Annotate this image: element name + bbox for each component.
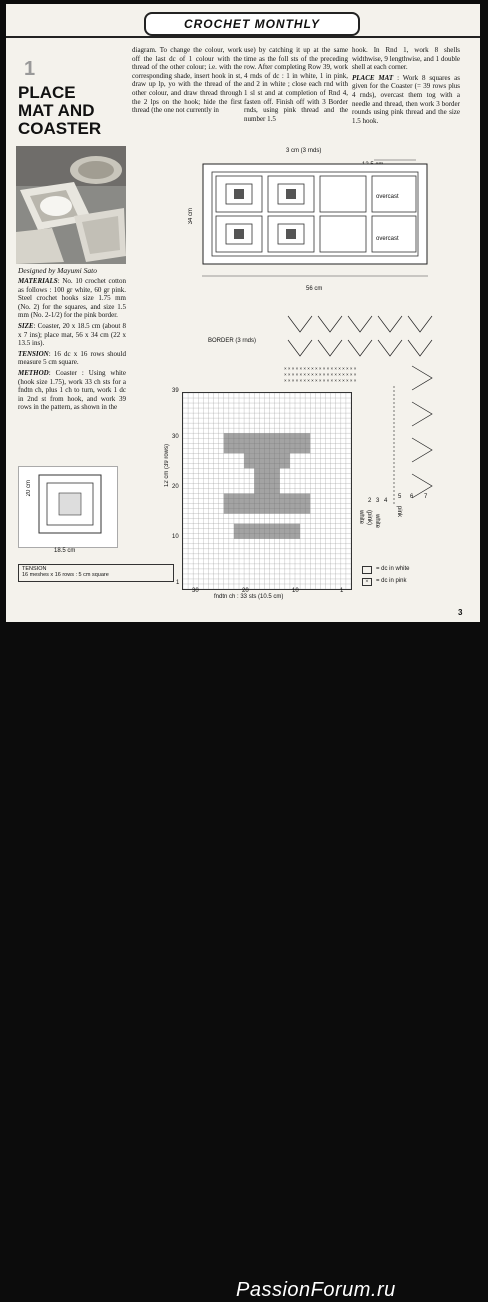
chart-motif-block (234, 524, 300, 539)
product-photo (16, 146, 126, 264)
svg-text:× × × × × × × × × × × × × × ×: × × × × × × × × × × × × × × × × × × × (284, 366, 357, 371)
chart-rows-label: 12 cm (39 rows) (164, 444, 170, 488)
placemat-diagram (202, 156, 436, 294)
chart-row-tick: 30 (172, 434, 179, 440)
size-heading: SIZE (18, 321, 34, 330)
method-heading: METHOD (18, 368, 49, 377)
coaster-diagram (18, 466, 118, 548)
chart-col-tick: 10 (292, 588, 299, 594)
key-pink-swatch: × (362, 578, 372, 586)
chart-row-tick: 10 (172, 534, 179, 540)
pattern-title (18, 84, 128, 138)
magazine-page (6, 4, 480, 622)
tension-box (18, 564, 174, 582)
chart-col-tick: 30 (192, 588, 199, 594)
materials-heading: MATERIALS (18, 277, 58, 285)
svg-text:× × × × × × × × × × × × × × ×: × × × × × × × × × × × × × × × × × × × (284, 372, 357, 377)
chart-row-tick: 20 (172, 484, 179, 490)
tension-box-text: 16 meshes x 16 rows : 5 cm square (22, 572, 109, 578)
chart-foundation-label: fndtn ch : 33 sts (10.5 cm) (214, 594, 284, 600)
chart-motif-block (254, 468, 279, 493)
round-number: 3 (376, 498, 380, 504)
tension-box-title: TENSION (22, 566, 47, 572)
text-column-2: diagram. To change the colour, work off the last dc of 1 colour with the thread of the other colour; i.e. with the corresponding shade, insert hook in st, draw up lp, yo with the thread of the other colour, and draw thread through the 2 lps on the hook; hide the first thread (the one not currently in (132, 46, 242, 115)
border-label: BORDER (3 rnds) (208, 338, 257, 344)
round-number: 6 (410, 494, 414, 500)
round-number: 5 (398, 494, 402, 500)
overcast-label: overcast (376, 236, 399, 242)
mat-height-label: 34 cm (188, 208, 194, 225)
title-line: MAT AND (18, 101, 95, 120)
chart-row-tick: 39 (172, 388, 179, 394)
text-column-1 (18, 277, 126, 414)
overcast-label: overcast (376, 194, 399, 200)
chart-motif-block (224, 494, 311, 514)
coaster-height-label: 20 cm (26, 480, 32, 497)
size-text: : Coaster, 20 x 18.5 cm (about 8 x 7 ins); place mat, 56 x 34 cm (22 x 13.5 ins). (18, 321, 126, 348)
method-text: : Coaster : Using white (hook size 1.75), work 33 ch sts for a fndtn ch, plus 1 ch to turn, work 1 dc in 2nd st from hook, and work 39 rows in the pattern, as shown in the (18, 368, 126, 412)
title-line: COASTER (18, 119, 102, 138)
watermark-text: PassionForum.ru (236, 1279, 396, 1301)
placemat-text: : Work 8 squares as given for the Coaster (= 39 rows plus 4 rnds), overcast them tog with a needle and thread, then work 3 border rounds using pink thread and the size 1.5 hook. (352, 73, 460, 125)
magazine-title: CROCHET MONTHLY (144, 12, 360, 36)
key-white-label: = dc in white (376, 566, 410, 572)
round-label: (pink) (366, 510, 372, 526)
chart-motif-block (244, 453, 290, 468)
page-number: 3 (458, 608, 463, 617)
round-label: white (358, 510, 364, 525)
key-white-swatch (362, 566, 372, 574)
round-number: 2 (368, 498, 372, 504)
chart-row-tick: 1 (176, 580, 180, 586)
round-number: 4 (384, 498, 388, 504)
key-pink-label: = dc in pink (376, 578, 407, 584)
coaster-width-label: 18.5 cm (54, 548, 76, 554)
filet-chart (182, 392, 352, 590)
chart-col-tick: 1 (340, 588, 344, 594)
round-label: pink (396, 506, 402, 518)
round-number: 7 (424, 494, 428, 500)
tension-heading: TENSION (18, 349, 49, 358)
watermark-bar (0, 622, 488, 1301)
mat-width-label: 56 cm (306, 286, 323, 292)
mat-border-label: 3 cm (3 rnds) (286, 148, 322, 154)
materials-text: : No. 10 crochet cotton as follows : 100 gr white, 60 gr pink. Steel crochet hooks size 1.75 mm (No. 2) for the squares, and size 1.5 mm (No. 2-1/2) for the pink border. (18, 277, 126, 320)
pattern-number: 1 (24, 58, 36, 80)
svg-text:× × × × × × × × × × × × × × ×: × × × × × × × × × × × × × × × × × × × (284, 378, 357, 383)
title-line: PLACE (18, 83, 76, 102)
text-column-3: use) by catching it up at the same time as the foll sts of the preceding row. After completing Row 39, work 4 rnds of dc : 1 in white, 1 in pink, and 2 in white ; close each rnd with 1 sl st and at completion of Rnd 4, fasten off. Finish off with 3 Border rnds, using pink thread and the number 1.5 (244, 46, 348, 123)
border-text: hook. In Rnd 1, work 8 shells widthwise, 9 lengthwise, and 1 double shell at each corner. (352, 46, 460, 72)
chart-motif-block (224, 433, 311, 453)
designer-credit: Designed by Mayumi Sato (18, 266, 97, 275)
placemat-heading: PLACE MAT (352, 73, 394, 82)
text-column-4 (352, 46, 460, 127)
header-band (6, 4, 480, 38)
round-label: white (374, 514, 380, 529)
tension-text: : 16 dc x 16 rows should measure 5 cm square. (18, 349, 126, 367)
chart-col-tick: 20 (242, 588, 249, 594)
